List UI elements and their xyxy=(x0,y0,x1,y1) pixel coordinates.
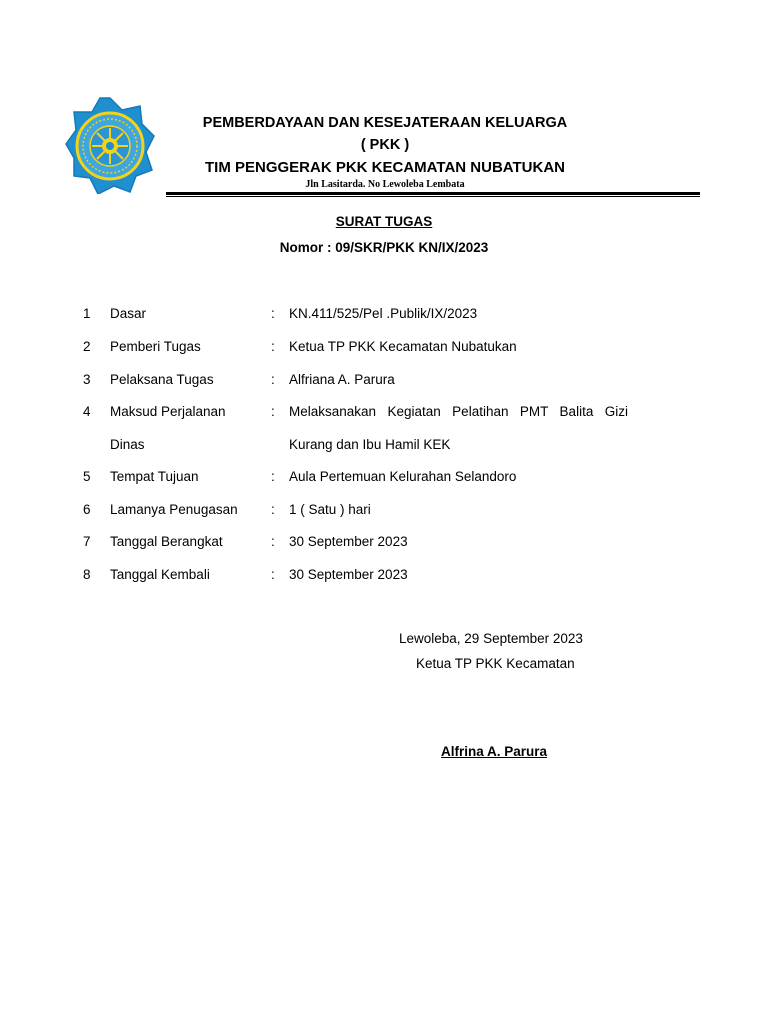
item-label-continuation: Dinas xyxy=(110,437,145,452)
item-label: Dasar xyxy=(110,306,147,321)
item-label: Tanggal Berangkat xyxy=(110,534,223,549)
item-colon: : xyxy=(271,469,275,484)
item-number: 3 xyxy=(83,372,91,387)
item-value: 30 September 2023 xyxy=(289,534,408,549)
item-label: Tempat Tujuan xyxy=(110,469,199,484)
item-label: Pemberi Tugas xyxy=(110,339,201,354)
item-colon: : xyxy=(271,339,275,354)
signature-name: Alfrina A. Parura xyxy=(441,744,548,759)
item-colon: : xyxy=(271,534,275,549)
item-label: Tanggal Kembali xyxy=(110,567,210,582)
item-value-continuation: Kurang dan Ibu Hamil KEK xyxy=(289,437,451,452)
letterhead-org-line1: PEMBERDAYAAN DAN KESEJATERAAN KELUARGA xyxy=(202,115,568,131)
item-number: 6 xyxy=(83,502,91,517)
letterhead-rule-thick xyxy=(166,192,700,195)
item-label: Maksud Perjalanan xyxy=(110,404,226,419)
document-number: Nomor : 09/SKR/PKK KN/IX/2023 xyxy=(279,240,489,255)
item-value: KN.411/525/Pel .Publik/IX/2023 xyxy=(289,306,478,321)
item-value: Ketua TP PKK Kecamatan Nubatukan xyxy=(289,339,517,354)
item-value: Alfriana A. Parura xyxy=(289,372,395,387)
item-label: Lamanya Penugasan xyxy=(110,502,238,517)
item-colon: : xyxy=(271,567,275,582)
signature-position: Ketua TP PKK Kecamatan xyxy=(416,656,575,671)
item-colon: : xyxy=(271,306,275,321)
item-number: 2 xyxy=(83,339,91,354)
item-number: 4 xyxy=(83,404,91,419)
item-number: 5 xyxy=(83,469,91,484)
item-value: Melaksanakan Kegiatan Pelatihan PMT Balita Gizi xyxy=(289,404,628,419)
item-value: Aula Pertemuan Kelurahan Selandoro xyxy=(289,469,517,484)
item-number: 1 xyxy=(83,306,91,321)
letterhead-rule-thin xyxy=(166,196,700,197)
signature-place-date: Lewoleba, 29 September 2023 xyxy=(399,631,583,646)
pkk-emblem-icon xyxy=(64,96,156,194)
item-colon: : xyxy=(271,502,275,517)
item-colon: : xyxy=(271,372,275,387)
item-number: 7 xyxy=(83,534,91,549)
letterhead-org-line2: ( PKK ) xyxy=(360,137,410,153)
item-value: 30 September 2023 xyxy=(289,567,408,582)
item-label: Pelaksana Tugas xyxy=(110,372,214,387)
item-number: 8 xyxy=(83,567,91,582)
letterhead-address: Jln Lasitarda. No Lewoleba Lembata xyxy=(305,179,465,190)
letterhead-org-line3: TIM PENGGERAK PKK KECAMATAN NUBATUKAN xyxy=(205,159,565,176)
item-value: 1 ( Satu ) hari xyxy=(289,502,371,517)
item-colon: : xyxy=(271,404,275,419)
document-title: SURAT TUGAS xyxy=(335,214,433,229)
